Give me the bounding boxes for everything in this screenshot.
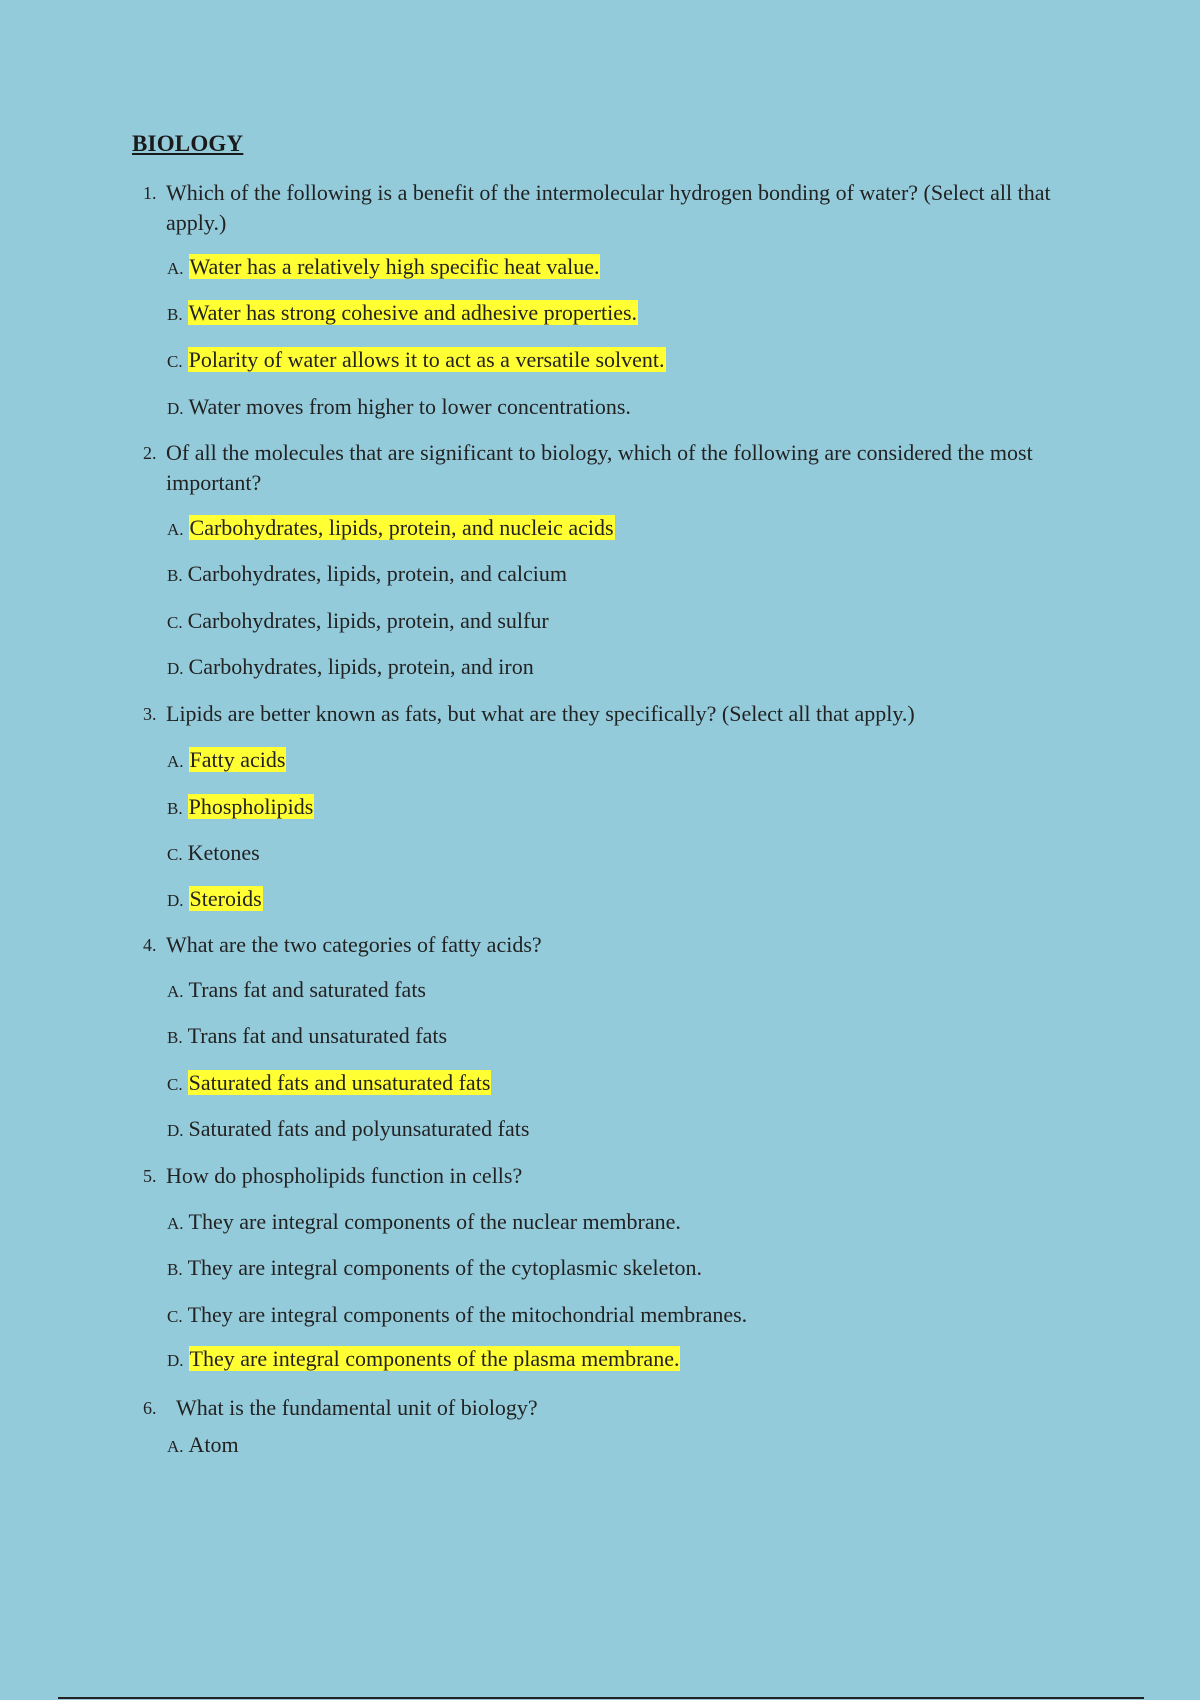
option-text: Polarity of water allows it to act as a versatile solvent. [188,347,665,372]
answer-option [167,252,600,284]
question-text: What is the fundamental unit of biology? [176,1395,538,1420]
option-text: They are integral components of the plasma membrane. [189,1346,680,1371]
question-number: 3. [143,704,157,724]
option-text: Trans fat and saturated fats [188,977,426,1002]
option-text: Carbohydrates, lipids, protein, and calcium [187,561,567,586]
question-text: Lipids are better known as fats, but what are they specifically? (Select all that apply.) [166,701,915,726]
option-letter: B. [167,566,183,585]
option-letter: A. [167,259,184,278]
question-number: 2. [143,443,157,463]
answer-option [167,1114,529,1146]
question-number: 1. [143,183,157,203]
option-letter: A. [167,1437,184,1456]
option-letter: A. [167,982,184,1001]
option-letter: A. [167,1214,184,1233]
option-text: Saturated fats and unsaturated fats [188,1070,491,1095]
answer-option [167,298,638,330]
question-text: Which of the following is a benefit of the intermolecular hydrogen bonding of water? (Select all that apply.) [166,180,1051,235]
question-5 [143,1161,1083,1191]
option-text: They are integral components of the cytoplasmic skeleton. [187,1255,702,1280]
option-letter: C. [167,1075,183,1094]
option-letter: D. [167,1121,184,1140]
answer-option [167,1021,447,1053]
answer-option [167,1300,747,1332]
option-text: Water has strong cohesive and adhesive properties. [188,300,638,325]
answer-option [167,1344,680,1376]
option-text: Phospholipids [188,794,314,819]
option-text: They are integral components of the nuclear membrane. [188,1209,681,1234]
answer-option [167,1253,702,1285]
option-text: Ketones [187,840,260,865]
answer-option [167,559,567,591]
answer-option [167,513,615,545]
option-text: Fatty acids [189,747,286,772]
question-number: 4. [143,935,157,955]
page-bottom-rule [58,1697,1144,1699]
option-text: Steroids [189,886,262,911]
answer-option [167,884,263,916]
option-letter: A. [167,752,184,771]
question-text: Of all the molecules that are significant to biology, which of the following are considered the most important? [166,440,1033,495]
option-letter: B. [167,305,183,324]
option-text: Atom [188,1432,239,1457]
option-letter: C. [167,352,183,371]
option-text: Water has a relatively high specific heat value. [189,254,600,279]
option-text: Trans fat and unsaturated fats [187,1023,448,1048]
option-letter: D. [167,1351,184,1370]
option-text: They are integral components of the mitochondrial membranes. [187,1302,748,1327]
question-number: 5. [143,1166,157,1186]
option-letter: A. [167,520,184,539]
option-letter: D. [167,891,184,910]
option-text: Water moves from higher to lower concentrations. [188,394,631,419]
question-3 [143,699,1083,729]
answer-option [167,652,534,684]
question-text: What are the two categories of fatty acids? [166,932,542,957]
answer-option [167,1207,681,1239]
option-text: Carbohydrates, lipids, protein, and iron [188,654,534,679]
question-4 [143,930,1083,960]
option-letter: C. [167,1307,183,1326]
option-letter: D. [167,659,184,678]
answer-option [167,345,666,377]
option-text: Saturated fats and polyunsaturated fats [188,1116,530,1141]
option-letter: B. [167,1028,183,1047]
question-text: How do phospholipids function in cells? [166,1163,523,1188]
answer-option [167,1068,491,1100]
option-text: Carbohydrates, lipids, protein, and nucleic acids [189,515,614,540]
answer-option [167,792,314,824]
option-letter: C. [167,845,183,864]
option-text: Carbohydrates, lipids, protein, and sulfur [187,608,549,633]
answer-option [167,392,631,424]
option-letter: D. [167,399,184,418]
option-letter: C. [167,613,183,632]
answer-option [167,838,260,870]
question-number: 6. [143,1398,157,1418]
answer-option [167,745,286,777]
question-1 [143,178,1083,238]
answer-option [167,975,426,1007]
question-6 [143,1393,1083,1423]
option-letter: B. [167,1260,183,1279]
answer-option [167,1430,239,1462]
page-title: BIOLOGY [132,131,244,156]
option-letter: B. [167,799,183,818]
answer-option [167,606,549,638]
question-2 [143,438,1083,498]
